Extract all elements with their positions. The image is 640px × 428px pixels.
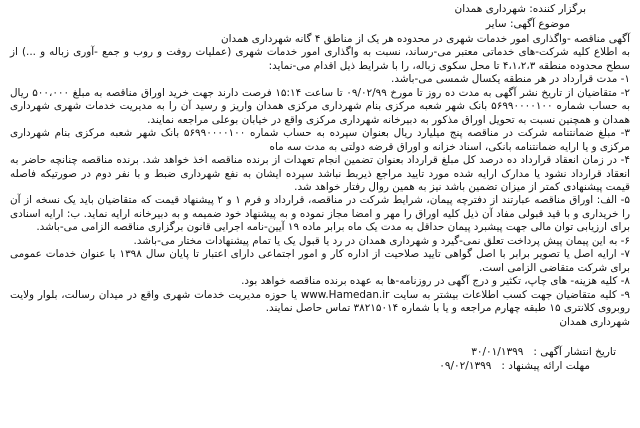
publish-date-label: تاریخ انتشار آگهی :: [533, 345, 616, 358]
clause-8: ۸- کلیه هزینه- های چاپ، تکثیر و درج آگهی در روزنامه-ها به عهده برنده مناقصه خواهد بود.: [241, 275, 630, 288]
subject-line: [10, 17, 630, 32]
announcement-body: [10, 33, 630, 329]
deadline-label: مهلت ارائه پیشنهاد :: [501, 359, 590, 372]
clause-6: ۶- به این پیمان پیش پرداخت تعلق نمی-گیرد و شهرداری همدان در رد یا قبول یک یا تمام پیشنهادات مختار می-باشد.: [133, 234, 630, 247]
publish-date-row: [10, 345, 630, 359]
subject-label: موضوع آگهی:: [509, 18, 570, 30]
tender-title: آگهی مناقصه -واگذاری امور خدمات شهری در محدوده هر یک از مناطق ۴ گانه شهرداری همدان: [220, 33, 630, 45]
clause-2: ۲- متقاضیان از تاریخ نشر آگهی به مدت ده روز تا مورخ ۰۹/۰۲/۹۹ تا ساعت ۱۵:۱۴ فرصت دارند جهت خرید اوراق مناقصه به مبلغ ۵۰۰،۰۰۰ ریال به حساب شماره ۵۶۹۹۰۰۰۰۱۰۰ بانک شهر شعبه مرکزی بنام شهرداری مرکزی همدان واریز و رسید آن را به مدیریت خدمات شهری شهرداری همدان و همچنین نسبت به تحویل اوراق مذکور به دبیرخانه شهرداری مرکزی واقع در خیابان بوعلی مراجعه نمایند.: [10, 86, 630, 126]
deadline-row: [10, 359, 630, 373]
clause-3: ۳- مبلغ ضمانتنامه شرکت در مناقصه پنج میلیارد ریال بعنوان سپرده به حساب شماره ۵۶۹۹۰۰۰۰۱۰۰ بانک شهر شعبه مرکزی بنام شهرداری مرکزی و یا ارایه ضمانتنامه بانکی، اسناد خزانه و اوراق قرضه دولتی به مدت سه ماه: [10, 127, 631, 153]
organizer-label: برگزار کننده:: [529, 3, 586, 15]
clause-4: ۴- در زمان انعقاد قرارداد ده درصد کل مبلغ قرارداد بعنوان تضمین انجام تعهدات از برنده مناقصه اخذ خواهد شد. برنده مناقصه چنانچه حاضر به انعقاد قرارداد نشود یا مدارک ارایه شده مورد تایید مراجع ذیربط نباشد سپرده ایشان به نفع شهرداری ضبط و با نفر دوم در صورتیکه فاصله قیمت پیشنهادی کمتر از میزان تضمین باشد نیز به همین روال رفتار خواهد شد.: [10, 154, 630, 193]
publish-date-value: ۳۰/۰۱/۱۳۹۹: [471, 345, 524, 358]
clause-5: ۵- الف: اوراق مناقصه عبارتند از دفترچه پیمان، شرایط شرکت در مناقصه، قرارداد و فرم ۱ و ۲ پیشنهاد قیمت که متقاضیان باید یک نسخه از آن را خریداری و با قید قبولی مفاد آن ذیل کلیه اوراق را مهر و امضا مجاز نموده و به پیشنهاد خود ضمیمه و به دبیرخانه ارایه نماید. ب: ارایه اسنادی برای ارزیابی توان مالی جهت پیشبرد پیمان حداقل به مدت یک ماه برابر ماده ۱۹ آیین-نامه اجرایی قانون برگزاری مناقصه الزامی می-باشد.: [10, 194, 630, 234]
tender-intro: به اطلاع کلیه شرکت-های خدماتی معتبر می-رساند، نسبت به واگذاری امور خدمات شهری (عملیات روفت و روب و جمع -آوری زباله و ...) از سطح محدوده منطقه ۴،۱،۲،۳ تا محل سکوی زباله، را با شرایط ذیل اقدام می-نماید:: [10, 46, 630, 72]
signature: شهرداری همدان: [559, 315, 630, 328]
deadline-value: ۰۹/۰۲/۱۳۹۹: [439, 359, 492, 372]
clause-9: ۹- کلیه متقاضیان جهت کسب اطلاعات بیشتر به سایت www.Hamedan.ir یا حوزه مدیریت خدمات شهری واقع در میدان رسالت، بلوار ولایت روبروی کلانتری ۱۵ طبقه چهارم مراجعه و یا با شماره ۳۸۲۱۵۰۱۴ تماس حاصل نمایند.: [10, 288, 631, 315]
clause-1: ۱- مدت قرارداد در هر منطقه یکسال شمسی می-باشد.: [391, 73, 630, 86]
organizer-value: شهرداری همدان: [454, 3, 526, 15]
organizer-line: [10, 2, 630, 17]
clause-7: ۷- ارایه اصل یا تصویر برابر با اصل گواهی تایید صلاحیت از اداره کار و امور اجتماعی دارای اعتبار تا پایان سال ۱۳۹۸ با عنوان خدمات عمومی برای شرکت متقاضی الزامی است.: [10, 248, 630, 274]
announcement-meta: [10, 2, 630, 32]
announcement-footer: [10, 345, 630, 373]
subject-value: سایر: [485, 18, 507, 30]
